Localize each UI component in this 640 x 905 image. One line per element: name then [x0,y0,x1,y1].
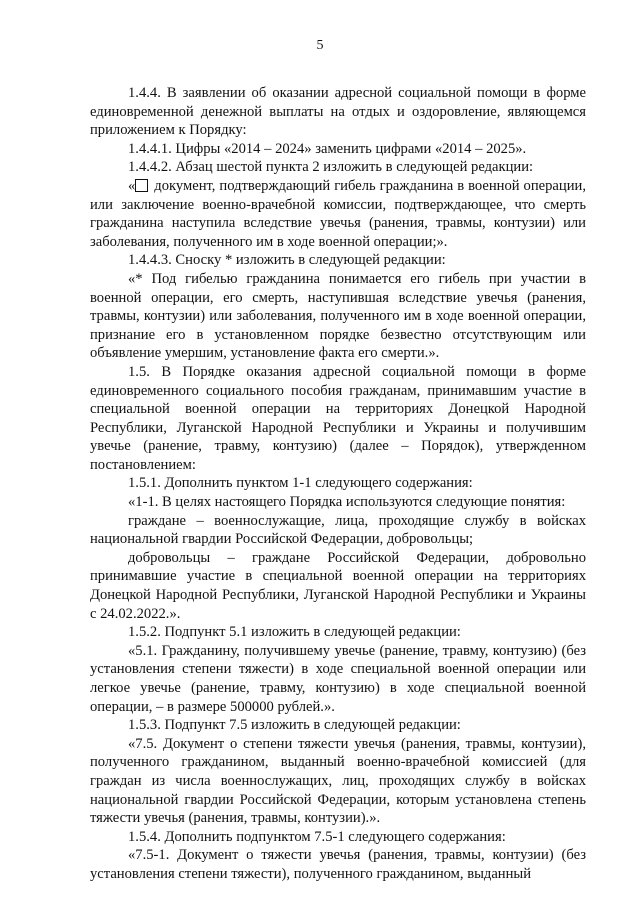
page-number: 5 [316,38,324,53]
paragraph-1-5-3: 1.5.3. Подпункт 7.5 изложить в следующей редакции: [128,717,461,734]
paragraph-footnote-text: «* Под гибелью гражданина понимается его гибель при участии в военной операции, его смерть, наступившая вследствие увечья (ранения, травмы, контузии) или заболевания, полученного им в ходе военной операции, признание его в установленном порядке безвестно отсутствующим или объявление умершим, установление факта его смерти.». [90,270,586,362]
paragraph-1-4-4-1: 1.4.4.1. Цифры «2014 – 2024» заменить цифрами «2014 – 2025». [128,140,527,157]
paragraph-1-5-1: 1.5.1. Дополнить пунктом 1-1 следующего содержания: [128,475,473,492]
paragraph-quoted-document [90,177,586,251]
document-body [90,84,586,884]
paragraph-7-5-text: «7.5. Документ о степени тяжести увечья (ранения, травмы, контузии), полученного гражданином, выданный военно-врачебной комиссией (для граждан из числа военнослужащих, лиц, проходящих службу в войсках национальной гвардии Российской Федерации, которым установлена степень тяжести увечья (ранения, травмы, контузии).». [90,735,586,827]
quote-open: « [128,177,136,194]
paragraph-1-4-4: 1.4.4. В заявлении об оказании адресной социальной помощи в форме единовременной денежной выплаты на отдых и оздоровление, являющемся приложением к Порядку: [90,85,586,139]
paragraph-definition-volunteers: добровольцы – граждане Российской Федерации, добровольно принимавшие участие в специальной военной операции на территориях Донецкой Народной Республики, Луганской Народной Республики и Украины с 24.02.2022.». [90,549,586,622]
paragraph-1-4-4-2: 1.4.4.2. Абзац шестой пункта 2 изложить в следующей редакции: [128,159,534,176]
paragraph-1-5-2: 1.5.2. Подпункт 5.1 изложить в следующей редакции: [128,624,461,641]
paragraph-1-1-intro: «1-1. В целях настоящего Порядка используются следующие понятия: [128,494,566,511]
paragraph-5-1-text: «5.1. Гражданину, получившему увечье (ранение, травму, контузию) (без установления степени тяжести) в ходе специальной военной операции или легкое увечье (ранение, травму, контузию) в ходе специальной военной операции, – в размере 500000 рублей.». [90,642,586,715]
paragraph-definition-citizens: граждане – военнослужащие, лица, проходящие службу в войсках национальной гвардии Российской Федерации, добровольцы; [90,512,586,548]
paragraph-7-5-1-text: «7.5-1. Документ о тяжести увечья (ранения, травмы, контузии) (без установления степени тяжести), полученного гражданином, выданный [90,847,586,882]
quoted-document-text: документ, подтверждающий гибель гражданина в военной операции, или заключение военно-врачебной комиссии, подтверждающее, что смерть гражданина наступила вследствие увечья (ранения, травмы, контузии) или заболевания, полученного им в ходе военной операции;». [90,177,586,250]
checkbox-icon [135,179,148,192]
paragraph-1-5-4: 1.5.4. Дополнить подпунктом 7.5-1 следующего содержания: [128,828,506,845]
paragraph-1-5: 1.5. В Порядке оказания адресной социальной помощи в форме единовременного социального пособия гражданам, принимавшим участие в специальной военной операции на территориях Донецкой Народной Республики, Луганской Народной Республики и Украины и получившим увечье (ранение, травму, контузию) (далее – Порядок), утвержденном постановлением: [90,363,586,473]
paragraph-1-4-4-3: 1.4.4.3. Сноску * изложить в следующей редакции: [128,252,446,269]
